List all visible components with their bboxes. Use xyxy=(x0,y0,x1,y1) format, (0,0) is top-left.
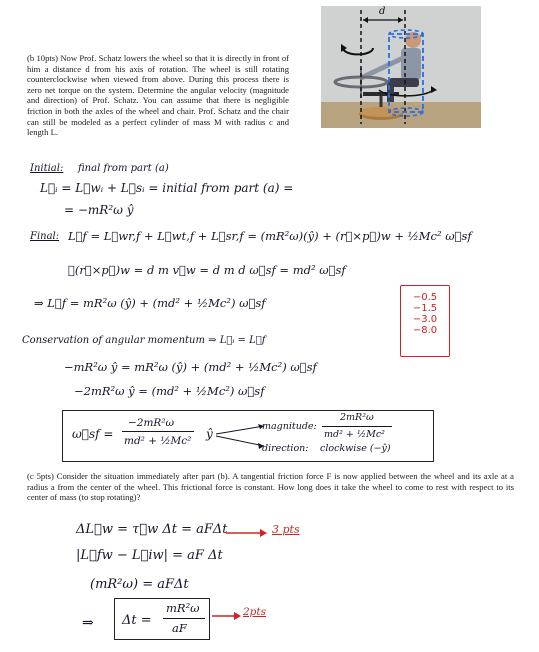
conservation-label: Conservation of angular momentum ⇒ L⃗ᵢ = L⃗f xyxy=(22,335,266,346)
problem-b-label: (b 10pts) xyxy=(27,53,58,63)
answer-b-unit: ŷ xyxy=(206,427,213,441)
answer-c-den: aF xyxy=(172,621,187,635)
work-b-line7: −2mR²ω ŷ = (md² + ½Mc²) ω⃗sf xyxy=(74,384,265,398)
points-arrow-2 xyxy=(212,611,242,621)
magnitude-label: magnitude: xyxy=(262,421,317,432)
answer-c-num: mR²ω xyxy=(166,601,200,615)
work-c-line2: |L⃗fw − L⃗iw| = aF Δt xyxy=(76,548,223,563)
final-label: Final: xyxy=(30,231,60,242)
points-2: 2pts xyxy=(243,606,267,618)
problem-c-label: (c 5pts) xyxy=(27,471,54,481)
work-c-line1: ΔL⃗w = τ⃗w Δt = aFΔt xyxy=(76,522,228,537)
demonstration-photo xyxy=(321,6,481,128)
deduction-2: −1.5 xyxy=(412,303,438,314)
problem-b-text xyxy=(27,53,289,138)
initial-note: final from part (a) xyxy=(78,163,169,174)
answer-c-fraction-bar xyxy=(163,618,205,619)
work-b-line3: L⃗f = L⃗wr,f + L⃗wt,f + L⃗sr,f = (mR²ω)(ŷ) + (r⃗×p⃗)w + ½Mc² ω⃗sf xyxy=(68,229,472,243)
work-c-line3: (mR²ω) = aFΔt xyxy=(90,577,189,592)
problem-b-body: Now Prof. Schatz lowers the wheel so that it is directly in front of him a distance d from his axis of rotation. The wheel is still rotating counterclockwise when viewed from above. During this process there is zero net torque on the system. Determine the angular velocity (magnitude and direction) of Prof. Schatz. You can assume that there is negligible friction in both the axles of the wheel and chair. Prof. Schatz and the chair can still be modeled as a perfect cylinder of mass M with radius c and length L. xyxy=(27,53,289,138)
points-1: 3 pts xyxy=(272,523,300,536)
work-b-line5: ⇒ L⃗f = mR²ω (ŷ) + (md² + ½Mc²) ω⃗sf xyxy=(34,296,266,310)
initial-label: Initial: xyxy=(30,163,64,174)
work-b-line1: L⃗ᵢ = L⃗wᵢ + L⃗sᵢ = initial from part (a) = xyxy=(40,181,294,195)
magnitude-den: md² + ½Mc² xyxy=(324,429,385,440)
answer-b-num: −2mR²ω xyxy=(128,417,175,429)
deduction-1: −0.5 xyxy=(412,292,438,303)
deduction-box xyxy=(400,285,450,357)
points-arrow-1 xyxy=(226,528,268,538)
photo-illustration xyxy=(321,6,481,128)
magnitude-fraction-bar xyxy=(322,426,392,427)
problem-c-body: Consider the situation immediately after part (b). A tangential friction force F is now applied between the wheel and its axle at a radius a from the center of the wheel. This frictional force is constant. How long does it take the wheel to come to rest with respect to its center of mass (to stop rotating)? xyxy=(27,471,514,503)
answer-b-fraction-bar xyxy=(122,431,194,432)
distance-label: d xyxy=(379,6,386,17)
deduction-3: −3.0 xyxy=(412,314,438,325)
direction-value: clockwise (−ŷ) xyxy=(320,443,391,454)
answer-c-lhs: Δt = xyxy=(122,613,152,628)
answer-b-lhs: ω⃗sf = xyxy=(72,427,114,441)
deduction-4: −8.0 xyxy=(412,325,438,336)
work-b-line4: ✓(r⃗×p⃗)w = d m v⃗w = d m d ω⃗sf = md² ω⃗sf xyxy=(68,263,346,277)
work-b-line6: −mR²ω ŷ = mR²ω (ŷ) + (md² + ½Mc²) ω⃗sf xyxy=(64,360,317,374)
direction-label: direction: xyxy=(262,443,309,454)
work-b-line2: = −mR²ω ŷ xyxy=(64,203,134,217)
magnitude-num: 2mR²ω xyxy=(340,412,374,423)
problem-c-text xyxy=(27,471,514,503)
answer-b-den: md² + ½Mc² xyxy=(124,435,192,447)
implies-arrow: ⇒ xyxy=(82,615,94,631)
